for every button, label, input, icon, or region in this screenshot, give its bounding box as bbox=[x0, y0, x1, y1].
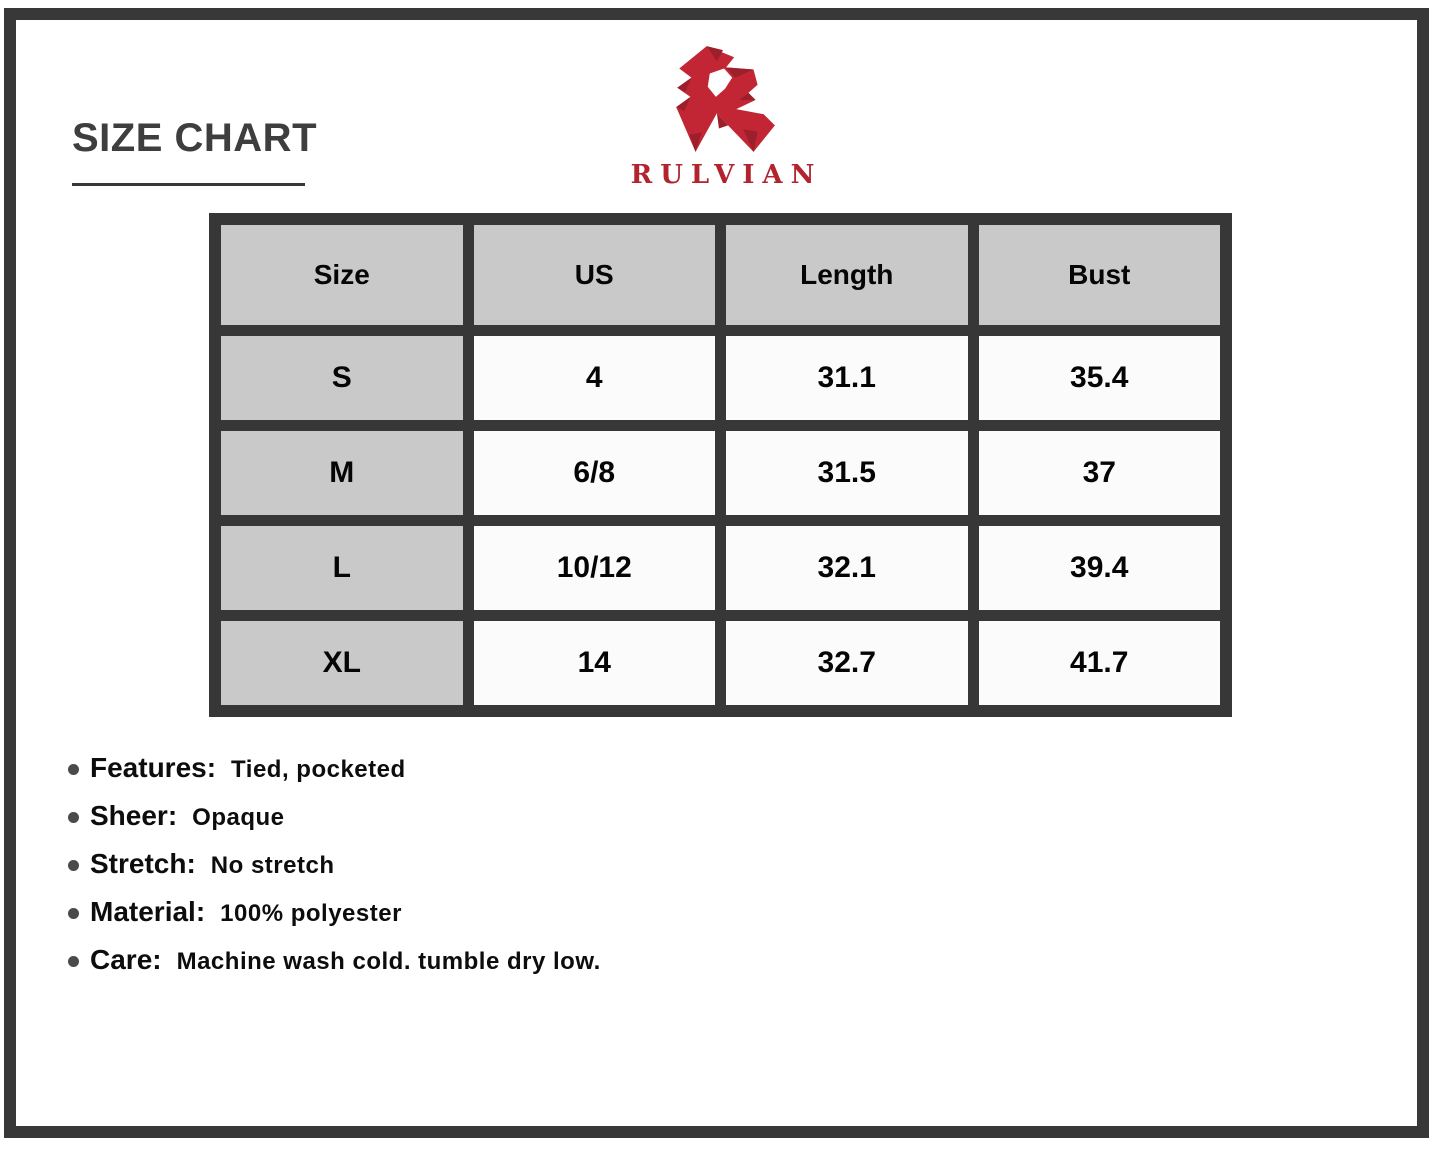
product-details-list bbox=[68, 752, 601, 992]
bullet-icon bbox=[68, 764, 79, 775]
brand-name: RULVIAN bbox=[630, 160, 823, 190]
table-cell-size: S bbox=[221, 336, 463, 420]
table-cell-us: 14 bbox=[474, 621, 716, 705]
table-cell-length: 31.5 bbox=[726, 431, 968, 515]
bullet-icon bbox=[68, 956, 79, 967]
detail-value: Machine wash cold. tumble dry low. bbox=[176, 948, 601, 975]
table-cell-us: 10/12 bbox=[474, 526, 716, 610]
bullet-icon bbox=[68, 860, 79, 871]
detail-label: Material: bbox=[90, 896, 206, 927]
detail-value: Tied, pocketed bbox=[231, 756, 406, 783]
detail-label: Sheer: bbox=[90, 800, 178, 831]
table-cell-size: M bbox=[221, 431, 463, 515]
table-cell-us: 6/8 bbox=[474, 431, 716, 515]
detail-value: No stretch bbox=[210, 852, 335, 879]
detail-value: 100% polyester bbox=[220, 900, 402, 927]
detail-item-sheer bbox=[68, 800, 601, 834]
table-cell-size: L bbox=[221, 526, 463, 610]
table-cell-bust: 39.4 bbox=[979, 526, 1221, 610]
page-title: SIZE CHART bbox=[72, 116, 317, 160]
bullet-icon bbox=[68, 812, 79, 823]
brand-logo bbox=[600, 46, 845, 190]
detail-label: Care: bbox=[90, 944, 162, 975]
table-cell-length: 32.7 bbox=[726, 621, 968, 705]
table-cell-bust: 37 bbox=[979, 431, 1221, 515]
table-cell-length: 31.1 bbox=[726, 336, 968, 420]
column-header-length: Length bbox=[726, 225, 968, 325]
detail-item-material bbox=[68, 896, 601, 930]
detail-label: Features: bbox=[90, 752, 217, 783]
angular-r-icon bbox=[664, 46, 782, 156]
table-cell-bust: 41.7 bbox=[979, 621, 1221, 705]
table-cell-length: 32.1 bbox=[726, 526, 968, 610]
detail-label: Stretch: bbox=[90, 848, 196, 879]
table-cell-size: XL bbox=[221, 621, 463, 705]
detail-item-care bbox=[68, 944, 601, 978]
column-header-bust: Bust bbox=[979, 225, 1221, 325]
detail-value: Opaque bbox=[192, 804, 285, 831]
detail-item-stretch bbox=[68, 848, 601, 882]
bullet-icon bbox=[68, 908, 79, 919]
column-header-size: Size bbox=[221, 225, 463, 325]
column-header-us: US bbox=[474, 225, 716, 325]
detail-item-features bbox=[68, 752, 601, 786]
title-underline bbox=[72, 183, 305, 186]
size-table bbox=[209, 213, 1232, 717]
table-cell-us: 4 bbox=[474, 336, 716, 420]
table-cell-bust: 35.4 bbox=[979, 336, 1221, 420]
